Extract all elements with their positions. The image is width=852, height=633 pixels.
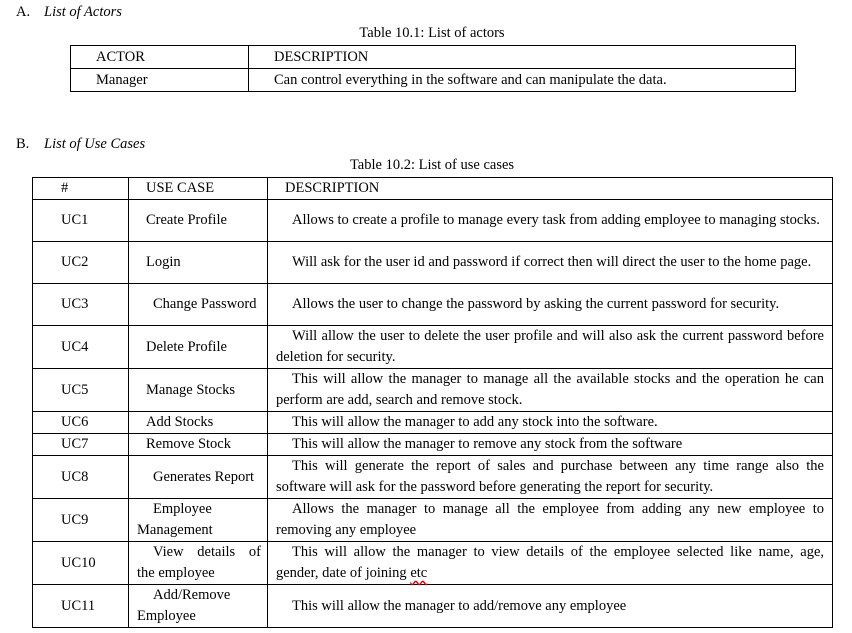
section-b-heading	[16, 136, 145, 153]
section-b-title: List of Use Cases	[44, 136, 146, 152]
uc-name: Delete Profile	[129, 326, 268, 369]
table-row	[33, 434, 833, 456]
uc-description: Allows to create a profile to manage every task from adding employee to managing stocks.	[268, 200, 833, 242]
section-b-number: B.	[16, 136, 30, 152]
uc-name: View details of the employee	[129, 542, 268, 585]
table-row	[33, 412, 833, 434]
actor-description-cell: Can control everything in the software and can manipulate the data.	[249, 69, 796, 92]
uc-description: This will generate the report of sales and purchase between any time range also the software will ask for the password before generating the report for security.	[268, 456, 833, 499]
uc10-description-text: This will allow the manager to view details of the employee selected like name, age, gender, date of joining etc	[276, 544, 824, 581]
uc-description: This will allow the manager to manage all the available stocks and the operation he can perform are add, search and remove stock.	[268, 369, 833, 412]
uc-description	[268, 542, 833, 585]
spellcheck-underline: etc	[410, 565, 428, 581]
uc-id: UC4	[33, 326, 129, 369]
uc-id: UC5	[33, 369, 129, 412]
uc-id: UC9	[33, 499, 129, 542]
uc-name: Remove Stock	[129, 434, 268, 456]
table-row	[33, 284, 833, 326]
uc-name: Employee Management	[129, 499, 268, 542]
actors-table	[70, 45, 796, 92]
uc-name: Generates Report	[129, 456, 268, 499]
table-row	[71, 69, 796, 92]
table1-caption: Table 10.1: List of actors	[359, 25, 505, 41]
uc-id: UC11	[33, 585, 129, 628]
uc-name: Manage Stocks	[129, 369, 268, 412]
uc-description: Allows the user to change the password by asking the current password for security.	[268, 284, 833, 326]
uc-description: Allows the manager to manage all the employee from adding any new employee to removing any employee	[268, 499, 833, 542]
uc-id: UC2	[33, 242, 129, 284]
uc-description: Will ask for the user id and password if correct then will direct the user to the home page.	[268, 242, 833, 284]
uc-name: Login	[129, 242, 268, 284]
uc-name: Add/Remove Employee	[129, 585, 268, 628]
uc-id: UC3	[33, 284, 129, 326]
header-description: DESCRIPTION	[268, 178, 833, 200]
use-cases-table	[32, 177, 833, 628]
section-a-heading	[16, 4, 122, 21]
table-row	[33, 200, 833, 242]
table-row	[33, 456, 833, 499]
uc-description: This will allow the manager to add any stock into the software.	[268, 412, 833, 434]
actor-cell: Manager	[71, 69, 249, 92]
table-row	[33, 369, 833, 412]
uc-name: Change Password	[129, 284, 268, 326]
uc-description: Will allow the user to delete the user profile and will also ask the current password before deletion for security.	[268, 326, 833, 369]
table-row	[33, 242, 833, 284]
uc-id: UC8	[33, 456, 129, 499]
table-header-row	[33, 178, 833, 200]
uc-id: UC10	[33, 542, 129, 585]
header-number: #	[33, 178, 129, 200]
table-row	[33, 542, 833, 585]
uc-name: Create Profile	[129, 200, 268, 242]
section-a-number: A.	[16, 4, 31, 20]
header-description: DESCRIPTION	[249, 46, 796, 69]
uc-description: This will allow the manager to add/remove any employee	[268, 585, 833, 628]
table2-caption: Table 10.2: List of use cases	[349, 157, 515, 173]
uc-id: UC1	[33, 200, 129, 242]
uc-description: This will allow the manager to remove any stock from the software	[268, 434, 833, 456]
table-header-row	[71, 46, 796, 69]
uc-id: UC6	[33, 412, 129, 434]
table-row	[33, 499, 833, 542]
section-a-title: List of Actors	[44, 4, 122, 20]
uc-id: UC7	[33, 434, 129, 456]
table-row	[33, 585, 833, 628]
header-use-case: USE CASE	[129, 178, 268, 200]
header-actor: ACTOR	[71, 46, 249, 69]
table-row	[33, 326, 833, 369]
uc-name: Add Stocks	[129, 412, 268, 434]
